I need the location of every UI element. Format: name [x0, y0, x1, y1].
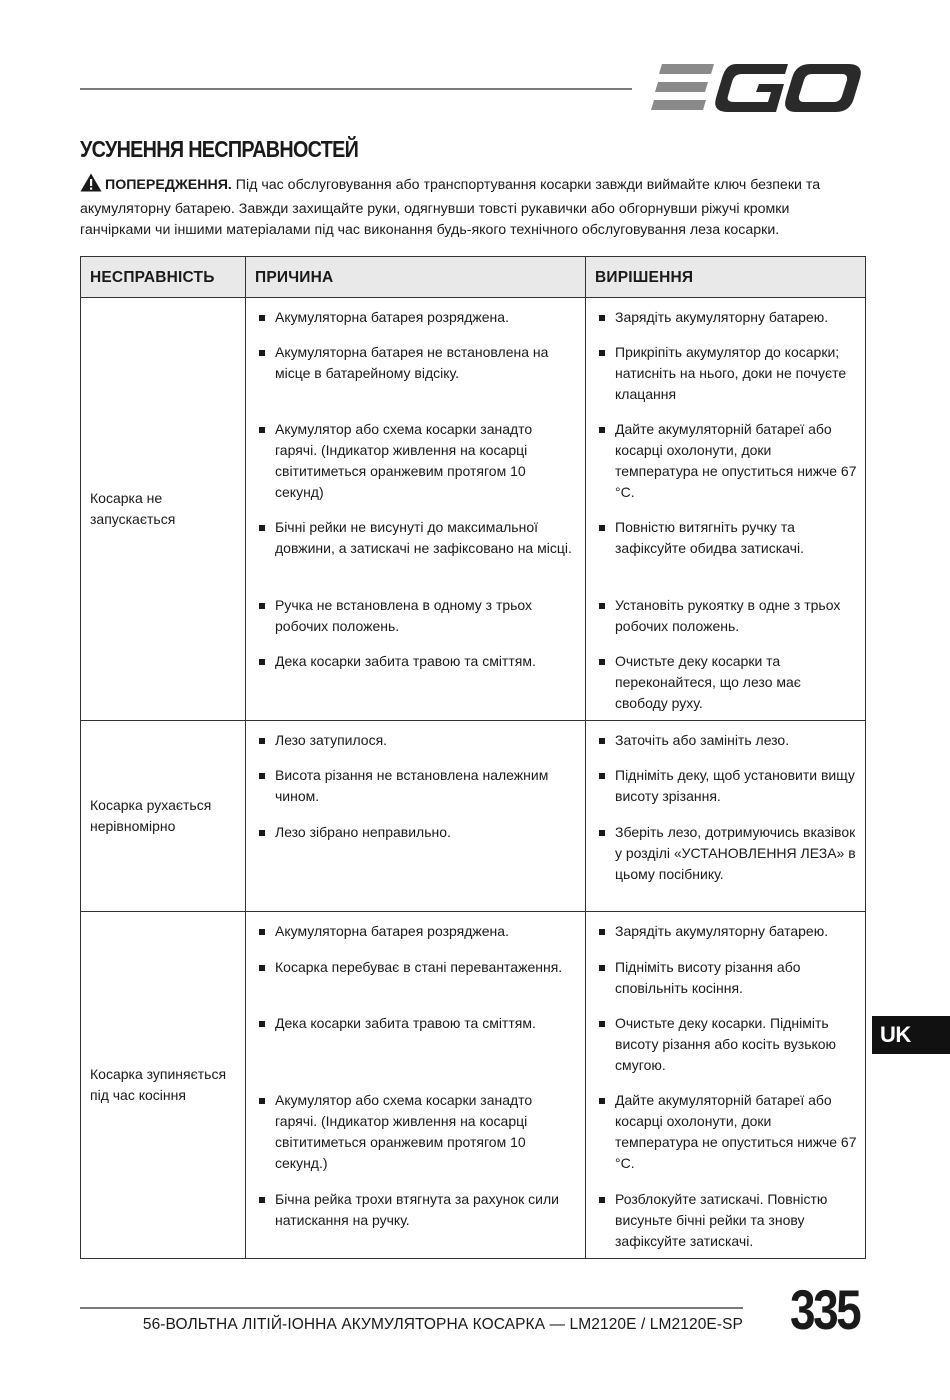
solution-item: Підніміть висоту різання або сповільніть косіння. — [599, 957, 857, 1013]
square-bullet-icon — [259, 965, 265, 971]
causes-cell — [246, 721, 586, 912]
causes-cell — [246, 912, 586, 1259]
cause-item: Бічні рейки не висунуті до максимальної довжини, а затискачі не зафіксовано на місці. — [259, 517, 577, 595]
square-bullet-icon — [259, 603, 265, 609]
cause-item: Акумулятор або схема косарки занадто гарячі. (Індикатор живлення на косарці світитиметься оранжевим протягом 10 секунд) — [259, 419, 577, 517]
square-bullet-icon — [599, 773, 605, 779]
warning-text: Під час обслуговування або транспортування косарки завжди виймайте ключ безпеки та акумуляторну батарею. Завжди захищайте руки, одягнувши товсті рукавички або обгорнувши ріжучі кромки ганчірками чи іншими матеріалами під час виконання будь-якого технічного обслуговування леза косарки. — [80, 177, 821, 238]
solution-item: Зарядіть акумуляторну батарею. — [599, 921, 857, 957]
square-bullet-icon — [599, 427, 605, 433]
causes-cell — [246, 298, 586, 721]
solutions-cell — [586, 298, 866, 721]
square-bullet-icon — [259, 1098, 265, 1104]
cause-item: Дека косарки забита травою та сміттям. — [259, 651, 577, 714]
square-bullet-icon — [259, 525, 265, 531]
column-header-problem: НЕСПРАВНІСТЬ — [81, 257, 246, 298]
cause-item: Дека косарки забита травою та сміттям. — [259, 1013, 577, 1090]
troubleshooting-table — [80, 256, 866, 1259]
table-header-row — [81, 257, 866, 298]
problem-cell: Косарка рухається нерівномірно — [81, 721, 246, 912]
solution-item: Очистьте деку косарки та переконайтеся, що лезо має свободу руху. — [599, 651, 857, 714]
solution-item: Установіть рукоятку в одне з трьох робочих положень. — [599, 595, 857, 651]
page-number: 335 — [790, 1278, 860, 1341]
square-bullet-icon — [599, 738, 605, 744]
page-title: УСУНЕННЯ НЕСПРАВНОСТЕЙ — [80, 136, 359, 162]
ego-logo — [650, 62, 862, 116]
square-bullet-icon — [599, 315, 605, 321]
square-bullet-icon — [259, 350, 265, 356]
square-bullet-icon — [599, 659, 605, 665]
cause-item: Акумуляторна батарея розряджена. — [259, 921, 577, 957]
problem-cell: Косарка зупиняється під час косіння — [81, 912, 246, 1259]
square-bullet-icon — [599, 830, 605, 836]
cause-item: Акумуляторна батарея не встановлена на місце в батарейному відсіку. — [259, 342, 577, 419]
square-bullet-icon — [259, 1197, 265, 1203]
square-bullet-icon — [259, 929, 265, 935]
solution-item: Заточіть або замініть лезо. — [599, 730, 857, 765]
square-bullet-icon — [259, 427, 265, 433]
square-bullet-icon — [599, 929, 605, 935]
square-bullet-icon — [599, 350, 605, 356]
cause-item: Ручка не встановлена в одному з трьох робочих положень. — [259, 595, 577, 651]
square-bullet-icon — [599, 1098, 605, 1104]
square-bullet-icon — [599, 1197, 605, 1203]
square-bullet-icon — [259, 830, 265, 836]
table-row — [81, 298, 866, 721]
cause-item: Бічна рейка трохи втягнута за рахунок сили натискання на ручку. — [259, 1189, 577, 1252]
solutions-cell — [586, 721, 866, 912]
solution-item: Дайте акумуляторній батареї або косарці охолонути, доки температура не опуститься нижче 67 °C. — [599, 1090, 857, 1189]
solution-item: Дайте акумуляторній батареї або косарці охолонути, доки температура не опуститься нижче 67 °C. — [599, 419, 857, 517]
language-tab-uk: UK — [872, 1016, 950, 1054]
solution-item: Прикріпіть акумулятор до косарки; натисніть на нього, доки не почуєте клацання — [599, 342, 857, 419]
square-bullet-icon — [599, 525, 605, 531]
solutions-cell — [586, 912, 866, 1259]
cause-item: Висота різання не встановлена належним чином. — [259, 765, 577, 822]
table-row — [81, 912, 866, 1259]
footer-rule — [80, 1307, 743, 1309]
solution-item: Розблокуйте затискачі. Повністю висуньте бічні рейки та знову зафіксуйте затискачі. — [599, 1189, 857, 1252]
square-bullet-icon — [259, 315, 265, 321]
square-bullet-icon — [259, 1021, 265, 1027]
solution-item: Підніміть деку, щоб установити вищу висоту зрізання. — [599, 765, 857, 822]
solution-item: Повністю витягніть ручку та зафіксуйте обидва затискачі. — [599, 517, 857, 595]
table-row — [81, 721, 866, 912]
square-bullet-icon — [599, 965, 605, 971]
cause-item: Лезо затупилося. — [259, 730, 577, 765]
square-bullet-icon — [259, 773, 265, 779]
solution-item: Зарядіть акумуляторну батарею. — [599, 307, 857, 342]
column-header-solution: ВИРІШЕННЯ — [586, 257, 866, 298]
warning-triangle-icon — [80, 173, 102, 199]
square-bullet-icon — [599, 603, 605, 609]
cause-item: Косарка перебуває в стані перевантаження. — [259, 957, 577, 1013]
square-bullet-icon — [259, 738, 265, 744]
header-rule — [80, 88, 632, 90]
square-bullet-icon — [259, 659, 265, 665]
solution-item: Очистьте деку косарки. Підніміть висоту різання або косіть вузькою смугою. — [599, 1013, 857, 1090]
cause-item: Акумуляторна батарея розряджена. — [259, 307, 577, 342]
cause-item: Лезо зібрано неправильно. — [259, 822, 577, 905]
warning-label: ПОПЕРЕДЖЕННЯ. — [105, 177, 232, 193]
problem-cell: Косарка не запускається — [81, 298, 246, 721]
footer-product-title: 56-ВОЛЬТНА ЛІТІЙ-ІОННА АКУМУЛЯТОРНА КОСАРКА — LM2120E / LM2120E-SP — [142, 1316, 743, 1333]
square-bullet-icon — [599, 1021, 605, 1027]
cause-item: Акумулятор або схема косарки занадто гарячі. (Індикатор живлення на косарці світитиметься оранжевим протягом 10 секунд.) — [259, 1090, 577, 1189]
solution-item: Зберіть лезо, дотримуючись вказівок у розділі «УСТАНОВЛЕННЯ ЛЕЗА» в цьому посібнику. — [599, 822, 857, 905]
column-header-cause: ПРИЧИНА — [246, 257, 586, 298]
warning-notice — [80, 173, 860, 241]
